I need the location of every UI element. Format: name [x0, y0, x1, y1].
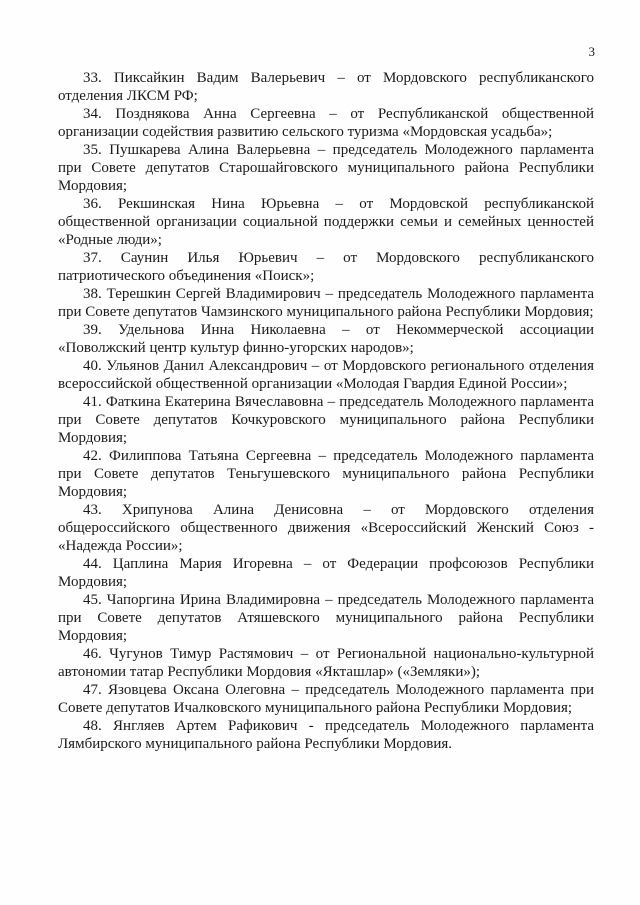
- list-item: 33. Пиксайкин Вадим Валерьевич – от Мордовского республиканского отделения ЛКСМ РФ;: [58, 70, 594, 104]
- list-item: 45. Чапоргина Ирина Владимировна – председатель Молодежного парламента при Совете депутатов Атяшевского муниципального района Республики Мордовия;: [58, 592, 594, 644]
- list-item: 36. Рекшинская Нина Юрьевна – от Мордовской республиканской общественной организации социальной поддержки семьи и семейных ценностей «Родные люди»;: [58, 196, 594, 248]
- list-item: 34. Позднякова Анна Сергеевна – от Республиканской общественной организации содействия развитию сельского туризма «Мордовская усадьба»;: [58, 106, 594, 140]
- list-item: 39. Удельнова Инна Николаевна – от Некоммерческой ассоциации «Поволжский центр культур финно-угорских народов»;: [58, 322, 594, 356]
- list-item: 43. Хрипунова Алина Денисовна – от Мордовского отделения общероссийского общественного движения «Всероссийский Женский Союз - «Надежда России»;: [58, 502, 594, 554]
- list-item: 42. Филиппова Татьяна Сергеевна – председатель Молодежного парламента при Совете депутатов Теньгушевского муниципального района Республики Мордовия;: [58, 448, 594, 500]
- list-item: 41. Фаткина Екатерина Вячеславовна – председатель Молодежного парламента при Совете депутатов Кочкуровского муниципального района Республики Мордовия;: [58, 394, 594, 446]
- list-item: 46. Чугунов Тимур Растямович – от Региональной национально-культурной автономии татар Республики Мордовия «Якташлар» («Земляки»);: [58, 646, 594, 680]
- list-item: 48. Янгляев Артем Рафикович - председатель Молодежного парламента Лямбирского муниципального района Республики Мордовия.: [58, 718, 594, 752]
- list-item: 38. Терешкин Сергей Владимирович – председатель Молодежного парламента при Совете депутатов Чамзинского муниципального района Республики Мордовия;: [58, 286, 594, 320]
- page-number: 3: [588, 44, 595, 59]
- list-item: 37. Саунин Илья Юрьевич – от Мордовского республиканского патриотического объединения «Поиск»;: [58, 250, 594, 284]
- list-item: 44. Цаплина Мария Игоревна – от Федерации профсоюзов Республики Мордовия;: [58, 556, 594, 590]
- list-item: 40. Ульянов Данил Александрович – от Мордовского регионального отделения всероссийской общественной организации «Молодая Гвардия Единой России»;: [58, 358, 594, 392]
- member-list: [58, 69, 594, 753]
- list-item: 35. Пушкарева Алина Валерьевна – председатель Молодежного парламента при Совете депутатов Старошайговского муниципального района Республики Мордовия;: [58, 142, 594, 194]
- list-item: 47. Язовцева Оксана Олеговна – председатель Молодежного парламента при Совете депутатов Ичалковского муниципального района Республики Мордовия;: [58, 682, 594, 716]
